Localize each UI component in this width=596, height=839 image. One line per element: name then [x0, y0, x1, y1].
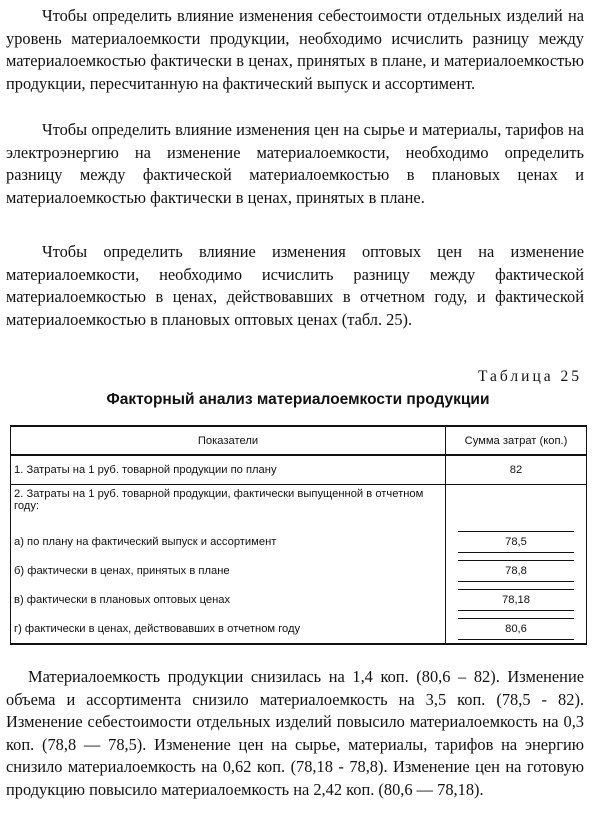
table-row: [11, 556, 587, 585]
row-value: 82: [446, 455, 587, 485]
table-number: Таблица 25: [477, 368, 582, 385]
row-label: г) фактически в ценах, действовавших в отчетном году: [11, 614, 446, 644]
table-row: [11, 614, 587, 644]
header-cost-sum: Сумма затрат (коп.): [446, 426, 587, 455]
row-value: 78,5: [458, 531, 574, 553]
row-value: 80,6: [458, 618, 574, 640]
table-header-row: [11, 426, 587, 455]
row-label: в) фактически в плановых оптовых ценах: [11, 585, 446, 614]
row-value: 78,8: [458, 560, 574, 582]
table-row: [11, 527, 587, 556]
factor-analysis-table: [10, 425, 587, 645]
paragraph-conclusion: Материалоемкость продукции снизилась на 1,4 коп. (80,6 – 82). Изменение объема и ассортимента снизило материалоемкость на 3,5 коп. (78,5 - 82). Изменение себестоимости отдельных изделий повысило материалоемкость на 0,3 коп. (78,8 — 78,5). Изменение цен на сырье, материалы, тарифов на энергию снизило материалоемкость на 0,62 коп. (78,18 - 78,8). Изменение цен на готовую продукцию повысило материалоемкость на 2,42 коп. (80,6 — 78,18).: [6, 667, 584, 799]
header-indicator: Показатели: [11, 426, 446, 455]
paragraph-material-prices: Чтобы определить влияние изменения цен на сырье и материалы, тарифов на электроэнергию на изменение материалоемкости, необходимо определить разницу между фактической материалоемкостью в плановых ценах и материалоемкостью фактически в ценах, принятых в плане.: [6, 120, 584, 207]
table-row: [11, 485, 587, 528]
row-label: а) по плану на фактический выпуск и ассортимент: [11, 527, 446, 556]
row-value: 78,18: [458, 589, 574, 611]
paragraph-cost-influence: Чтобы определить влияние изменения себестоимости отдельных изделий на уровень материалоемкости продукции, необходимо исчислить разницу между материалоемкостью фактически в ценах, принятых в плане, и материалоемкостью продукции, пересчитанную на фактический выпуск и ассортимент.: [6, 6, 584, 93]
paragraph-wholesale-prices: Чтобы определить влияние изменения оптовых цен на изменение материалоемкости, необходимо исчислить разницу между фактической материалоемкостью в ценах, действовавших в отчетном году, и фактической материалоемкостью в плановых оптовых ценах (табл. 25).: [6, 242, 584, 329]
table-row: [11, 585, 587, 614]
row-label: 2. Затраты на 1 руб. товарной продукции, фактически выпущенной в отчетном году:: [11, 485, 446, 528]
row-value: [446, 485, 587, 528]
row-label: б) фактически в ценах, принятых в плане: [11, 556, 446, 585]
table-title: Факторный анализ материалоемкости продукции: [106, 391, 490, 408]
row-label: 1. Затраты на 1 руб. товарной продукции по плану: [11, 455, 446, 485]
table-row: [11, 455, 587, 485]
